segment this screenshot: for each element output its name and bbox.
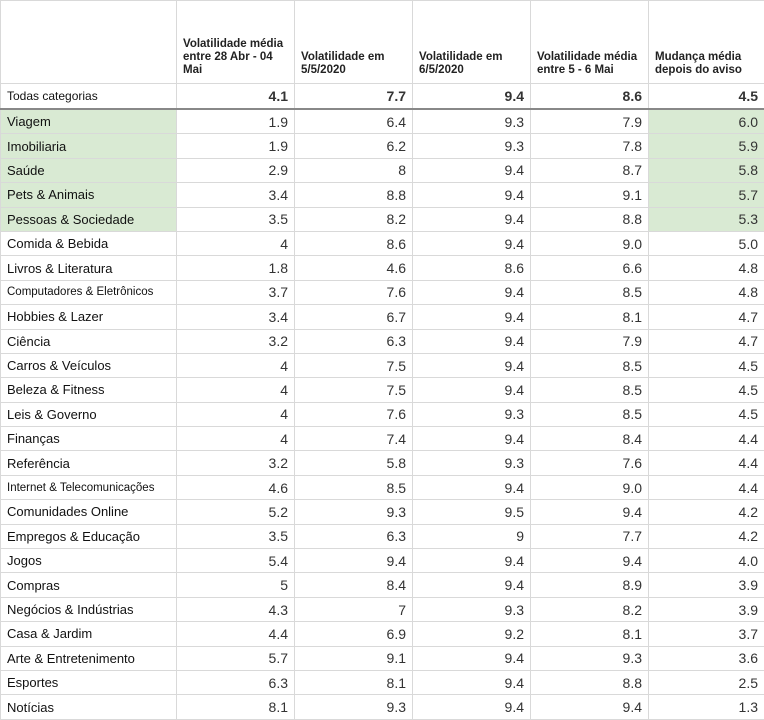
avg-change-cell: 4.4 — [649, 451, 764, 475]
category-cell: Pessoas & Sociedade — [1, 207, 177, 231]
table-row — [1, 280, 764, 304]
header-avg-change: Mudança média depois do aviso — [649, 1, 764, 84]
vol-may6-cell: 9.4 — [413, 183, 531, 207]
vol-may5-cell: 8 — [295, 158, 413, 182]
avg-before-cell: 5.4 — [177, 549, 295, 573]
vol-may6-cell: 9.3 — [413, 451, 531, 475]
category-cell: Empregos & Educação — [1, 524, 177, 548]
table-row — [1, 670, 764, 694]
vol-may6-cell: 9.4 — [413, 549, 531, 573]
category-cell: Casa & Jardim — [1, 622, 177, 646]
table-row — [1, 207, 764, 231]
vol-may6-cell: 9.4 — [413, 280, 531, 304]
avg-after-cell: 7.9 — [531, 109, 649, 134]
total-row — [1, 84, 764, 110]
vol-may5-cell: 7.6 — [295, 402, 413, 426]
vol-may6-cell: 9.4 — [413, 231, 531, 255]
vol-may5-cell: 7.6 — [295, 280, 413, 304]
table-row — [1, 427, 764, 451]
avg-before-cell: 3.4 — [177, 183, 295, 207]
category-cell: Internet & Telecomunicações — [1, 475, 177, 499]
avg-change-cell: 4.2 — [649, 524, 764, 548]
category-cell: Imobiliaria — [1, 134, 177, 158]
vol-may6-cell: 9.3 — [413, 597, 531, 621]
avg-after-cell: 9.0 — [531, 475, 649, 499]
avg-change-cell: 4.8 — [649, 256, 764, 280]
vol-may5-cell: 8.4 — [295, 573, 413, 597]
avg-before-cell: 3.4 — [177, 305, 295, 329]
avg-change-cell: 5.7 — [649, 183, 764, 207]
avg-before-cell: 4 — [177, 231, 295, 255]
vol-may6-cell: 9.4 — [413, 573, 531, 597]
category-cell: Beleza & Fitness — [1, 378, 177, 402]
avg-after-cell: 6.6 — [531, 256, 649, 280]
vol-may5-cell: 8.6 — [295, 231, 413, 255]
vol-may5-cell: 7.5 — [295, 353, 413, 377]
table-row — [1, 475, 764, 499]
category-cell: Comunidades Online — [1, 500, 177, 524]
avg-after-cell: 9.3 — [531, 646, 649, 670]
total-label: Todas categorias — [1, 84, 177, 110]
category-cell: Jogos — [1, 549, 177, 573]
avg-change-cell: 4.5 — [649, 378, 764, 402]
vol-may6-cell: 9.4 — [413, 353, 531, 377]
vol-may5-cell: 8.1 — [295, 670, 413, 694]
table-row — [1, 500, 764, 524]
category-cell: Finanças — [1, 427, 177, 451]
table-row — [1, 695, 764, 719]
avg-before-cell: 4.3 — [177, 597, 295, 621]
avg-before-cell: 5.2 — [177, 500, 295, 524]
avg-change-cell: 3.9 — [649, 597, 764, 621]
vol-may5-cell: 6.2 — [295, 134, 413, 158]
table-row — [1, 597, 764, 621]
vol-may5-cell: 9.3 — [295, 500, 413, 524]
category-cell: Leis & Governo — [1, 402, 177, 426]
avg-before-cell: 1.9 — [177, 109, 295, 134]
avg-change-cell: 4.5 — [649, 353, 764, 377]
vol-may6-cell: 9.4 — [413, 378, 531, 402]
category-cell: Hobbies & Lazer — [1, 305, 177, 329]
vol-may6-cell: 9.4 — [413, 427, 531, 451]
vol-may5-cell: 4.6 — [295, 256, 413, 280]
avg-after-cell: 9.4 — [531, 500, 649, 524]
table-row — [1, 329, 764, 353]
avg-change-cell: 4.7 — [649, 329, 764, 353]
total-avg-change: 4.5 — [649, 84, 764, 110]
avg-change-cell: 5.9 — [649, 134, 764, 158]
table-row — [1, 256, 764, 280]
avg-after-cell: 8.9 — [531, 573, 649, 597]
vol-may5-cell: 6.3 — [295, 329, 413, 353]
avg-change-cell: 5.0 — [649, 231, 764, 255]
table-row — [1, 305, 764, 329]
avg-change-cell: 4.2 — [649, 500, 764, 524]
avg-before-cell: 5.7 — [177, 646, 295, 670]
avg-after-cell: 9.4 — [531, 549, 649, 573]
table-row — [1, 109, 764, 134]
vol-may6-cell: 9.4 — [413, 207, 531, 231]
vol-may5-cell: 5.8 — [295, 451, 413, 475]
category-cell: Notícias — [1, 695, 177, 719]
vol-may6-cell: 9.3 — [413, 134, 531, 158]
vol-may5-cell: 6.9 — [295, 622, 413, 646]
category-cell: Saúde — [1, 158, 177, 182]
avg-after-cell: 8.7 — [531, 158, 649, 182]
vol-may6-cell: 9.4 — [413, 475, 531, 499]
vol-may5-cell: 8.8 — [295, 183, 413, 207]
avg-before-cell: 8.1 — [177, 695, 295, 719]
avg-change-cell: 4.4 — [649, 475, 764, 499]
table-row — [1, 378, 764, 402]
vol-may6-cell: 9.4 — [413, 305, 531, 329]
avg-change-cell: 4.5 — [649, 402, 764, 426]
avg-before-cell: 1.8 — [177, 256, 295, 280]
avg-after-cell: 8.2 — [531, 597, 649, 621]
table-row — [1, 524, 764, 548]
avg-before-cell: 3.5 — [177, 524, 295, 548]
avg-before-cell: 1.9 — [177, 134, 295, 158]
avg-after-cell: 7.6 — [531, 451, 649, 475]
vol-may6-cell: 9.4 — [413, 670, 531, 694]
category-cell: Referência — [1, 451, 177, 475]
category-cell: Compras — [1, 573, 177, 597]
avg-change-cell: 2.5 — [649, 670, 764, 694]
avg-before-cell: 4 — [177, 402, 295, 426]
table-row — [1, 158, 764, 182]
category-cell: Ciência — [1, 329, 177, 353]
avg-after-cell: 8.8 — [531, 207, 649, 231]
table-row — [1, 402, 764, 426]
category-cell: Livros & Literatura — [1, 256, 177, 280]
table-row — [1, 549, 764, 573]
avg-after-cell: 8.5 — [531, 353, 649, 377]
vol-may5-cell: 6.4 — [295, 109, 413, 134]
vol-may6-cell: 9.4 — [413, 329, 531, 353]
avg-before-cell: 4 — [177, 378, 295, 402]
vol-may5-cell: 8.2 — [295, 207, 413, 231]
avg-change-cell: 3.9 — [649, 573, 764, 597]
vol-may6-cell: 9.4 — [413, 158, 531, 182]
avg-before-cell: 3.2 — [177, 329, 295, 353]
avg-after-cell: 8.1 — [531, 305, 649, 329]
avg-after-cell: 8.8 — [531, 670, 649, 694]
avg-after-cell: 8.5 — [531, 402, 649, 426]
vol-may5-cell: 9.1 — [295, 646, 413, 670]
vol-may6-cell: 9.2 — [413, 622, 531, 646]
category-cell: Pets & Animais — [1, 183, 177, 207]
vol-may5-cell: 7.5 — [295, 378, 413, 402]
table-row — [1, 134, 764, 158]
avg-before-cell: 3.2 — [177, 451, 295, 475]
vol-may5-cell: 8.5 — [295, 475, 413, 499]
avg-after-cell: 9.0 — [531, 231, 649, 255]
total-avg-after: 8.6 — [531, 84, 649, 110]
vol-may6-cell: 9 — [413, 524, 531, 548]
vol-may5-cell: 9.3 — [295, 695, 413, 719]
avg-change-cell: 4.7 — [649, 305, 764, 329]
avg-before-cell: 6.3 — [177, 670, 295, 694]
avg-change-cell: 5.3 — [649, 207, 764, 231]
vol-may6-cell: 9.5 — [413, 500, 531, 524]
table-row — [1, 353, 764, 377]
avg-change-cell: 4.4 — [649, 427, 764, 451]
header-row — [1, 1, 764, 84]
header-avg-before: Volatilidade média entre 28 Abr - 04 Mai — [177, 1, 295, 84]
avg-before-cell: 3.7 — [177, 280, 295, 304]
category-cell: Comida & Bebida — [1, 231, 177, 255]
table-row — [1, 451, 764, 475]
avg-after-cell: 8.5 — [531, 280, 649, 304]
table-row — [1, 183, 764, 207]
vol-may5-cell: 9.4 — [295, 549, 413, 573]
avg-after-cell: 7.8 — [531, 134, 649, 158]
avg-change-cell: 3.7 — [649, 622, 764, 646]
avg-change-cell: 5.8 — [649, 158, 764, 182]
avg-change-cell: 1.3 — [649, 695, 764, 719]
avg-before-cell: 4 — [177, 353, 295, 377]
category-cell: Computadores & Eletrônicos — [1, 280, 177, 304]
vol-may6-cell: 9.4 — [413, 695, 531, 719]
table-row — [1, 573, 764, 597]
table-row — [1, 231, 764, 255]
header-category — [1, 1, 177, 84]
total-vol-may5: 7.7 — [295, 84, 413, 110]
table-row — [1, 646, 764, 670]
vol-may5-cell: 6.3 — [295, 524, 413, 548]
vol-may6-cell: 9.4 — [413, 646, 531, 670]
header-avg-after: Volatilidade média entre 5 - 6 Mai — [531, 1, 649, 84]
avg-before-cell: 4.6 — [177, 475, 295, 499]
avg-after-cell: 8.5 — [531, 378, 649, 402]
avg-before-cell: 4.4 — [177, 622, 295, 646]
vol-may5-cell: 7 — [295, 597, 413, 621]
avg-after-cell: 7.9 — [531, 329, 649, 353]
vol-may5-cell: 6.7 — [295, 305, 413, 329]
vol-may6-cell: 9.3 — [413, 402, 531, 426]
category-cell: Negócios & Indústrias — [1, 597, 177, 621]
table-row — [1, 622, 764, 646]
header-vol-may6: Volatilidade em 6/5/2020 — [413, 1, 531, 84]
avg-after-cell: 7.7 — [531, 524, 649, 548]
avg-change-cell: 4.8 — [649, 280, 764, 304]
avg-before-cell: 4 — [177, 427, 295, 451]
avg-after-cell: 8.1 — [531, 622, 649, 646]
avg-before-cell: 3.5 — [177, 207, 295, 231]
category-cell: Arte & Entretenimento — [1, 646, 177, 670]
avg-before-cell: 2.9 — [177, 158, 295, 182]
avg-before-cell: 5 — [177, 573, 295, 597]
avg-change-cell: 4.0 — [649, 549, 764, 573]
avg-change-cell: 3.6 — [649, 646, 764, 670]
header-vol-may5: Volatilidade em 5/5/2020 — [295, 1, 413, 84]
avg-change-cell: 6.0 — [649, 109, 764, 134]
total-avg-before: 4.1 — [177, 84, 295, 110]
total-vol-may6: 9.4 — [413, 84, 531, 110]
avg-after-cell: 9.4 — [531, 695, 649, 719]
avg-after-cell: 8.4 — [531, 427, 649, 451]
category-cell: Viagem — [1, 109, 177, 134]
vol-may6-cell: 9.3 — [413, 109, 531, 134]
category-cell: Carros & Veículos — [1, 353, 177, 377]
category-cell: Esportes — [1, 670, 177, 694]
vol-may6-cell: 8.6 — [413, 256, 531, 280]
vol-may5-cell: 7.4 — [295, 427, 413, 451]
avg-after-cell: 9.1 — [531, 183, 649, 207]
